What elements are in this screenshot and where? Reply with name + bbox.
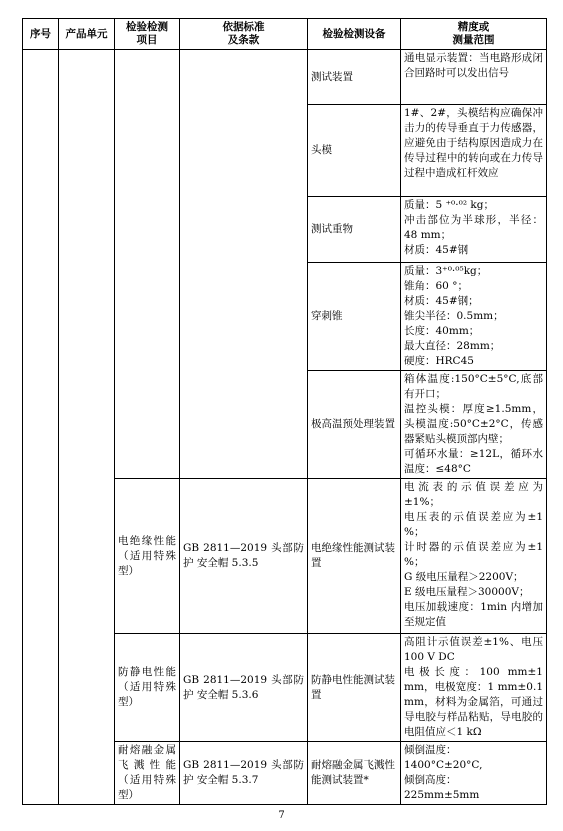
accuracy-cell: 1#、2#，头模结构应确保冲击力的传导垂直于力传感器，应避免由于结构原因造成力在传导过程中的转向或在力传导过程中造成杠杆效应 — [401, 105, 547, 197]
standard-cell — [180, 50, 308, 479]
standard-cell: GB 2811—2019 头部防护 安全帽 5.3.5 — [180, 479, 308, 634]
equipment-cell: 穿刺锥 — [308, 263, 401, 371]
header-seq: 序号 — [23, 19, 59, 50]
equipment-cell: 电绝缘性能测试装置 — [308, 479, 401, 634]
header-product-unit: 产品单元 — [59, 19, 115, 50]
standard-cell: GB 2811—2019 头部防护 安全帽 5.3.6 — [180, 634, 308, 742]
test-item-cell: 防静电性能（适用特殊型） — [115, 634, 180, 742]
accuracy-cell: 高阻计示值误差±1%、电压100 V DC 电极长度：100 mm±1 mm，电极宽度：1 mm±0.1 mm，材料为金属箔，可通过导电胶与样品粘贴，导电胶的电阻值应＜1 kΩ — [401, 634, 547, 742]
header-accuracy: 精度或 测量范围 — [401, 19, 547, 50]
equipment-cell: 耐熔融金属飞溅性能测试装置* — [308, 742, 401, 805]
product-unit-cell — [59, 50, 115, 805]
equipment-cell: 极高温预处理装置 — [308, 371, 401, 479]
equipment-cell: 防静电性能测试装置 — [308, 634, 401, 742]
equipment-cell: 测试重物 — [308, 197, 401, 263]
equipment-cell: 测试装置 — [308, 50, 401, 105]
header-standard: 依据标准 及条款 — [180, 19, 308, 50]
equipment-cell: 头模 — [308, 105, 401, 197]
seq-cell — [23, 50, 59, 805]
test-item-cell: 电绝缘性能（适用特殊型） — [115, 479, 180, 634]
table-row — [23, 50, 547, 105]
accuracy-cell: 电流表的示值误差应为±1%； 电压表的示值误差应为±1 %； 计时器的示值误差应为±1 %； G 级电压量程＞2200V； E 级电压量程＞30000V； 电压加载速度：1min 内增加至规定值 — [401, 479, 547, 634]
header-equipment: 检验检测设备 — [308, 19, 401, 50]
header-test-item: 检验检测 项目 — [115, 19, 180, 50]
accuracy-cell: 箱体温度:150°C±5°C,底部有开口； 温控头模：厚度≥1.5mm，头模温度:50°C±2°C，传感器紧贴头模顶部内壁； 可循环水量：≥12L，循环水温度：≤48°C — [401, 371, 547, 479]
page-number: 7 — [278, 810, 285, 821]
test-item-cell: 耐熔融金属飞溅性能（适用特殊型） — [115, 742, 180, 805]
accuracy-cell: 质量：3⁺⁰·⁰⁵kg； 锥角：60 °； 材质：45#钢； 锥尖半径：0.5mm； 长度：40mm； 最大直径：28mm； 硬度：HRC45 — [401, 263, 547, 371]
accuracy-cell: 倾倒温度： 1400°C±20°C, 倾倒高度： 225mm±5mm — [401, 742, 547, 805]
accuracy-cell: 通电显示装置：当电路形成闭合回路时可以发出信号 — [401, 50, 547, 105]
table-header-row — [23, 19, 547, 50]
inspection-spec-table — [22, 18, 547, 805]
accuracy-cell: 质量：5 ⁺⁰·⁰² kg； 冲击部位为半球形，半径：48 mm； 材质：45#钢 — [401, 197, 547, 263]
standard-cell: GB 2811—2019 头部防护 安全帽 5.3.7 — [180, 742, 308, 805]
test-item-cell — [115, 50, 180, 479]
